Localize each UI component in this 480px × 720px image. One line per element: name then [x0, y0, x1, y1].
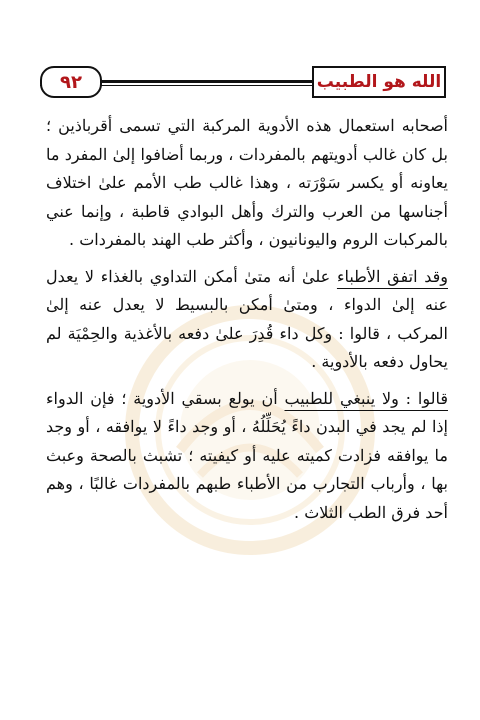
paragraph-2-text: علىٰ أنه متىٰ أمكن التداوي بالغذاء لا يعدل عنه إلىٰ الدواء ، ومتىٰ أمكن بالبسيط لا يعدل عنه إلىٰ المركب ، قالوا : وكل داء قُدِرَ علىٰ دفعه بالأغذية والحِمْيَة لم يحاول دفعه بالأدوية . [46, 266, 448, 371]
paragraph-2 [46, 263, 448, 377]
paragraph-3-text: أن يولع بسقي الأدوية ؛ فإن الدواء إذا لم يجد في البدن داءً يُحَلِّلُهُ ، أو وجد داءً لا يوافقه ، أو وجد ما يوافقه فزادت كميته عليه أو كيفيته ؛ تشبث بالصحة وعبث بها ، وأرباب التجارب من الأطباء طبهم بالمفردات غالبًا ، وهم أحد فرق الطب الثلاث . [46, 388, 448, 522]
paragraph-3-lead: قالوا : ولا ينبغي للطبيب [284, 388, 448, 408]
paragraph-1 [46, 112, 448, 255]
page-number-box [40, 66, 102, 98]
chapter-title-box [312, 66, 446, 98]
page-number: ٩٢ [60, 71, 82, 93]
paragraph-2-lead: وقد اتفق الأطباء [336, 266, 448, 286]
chapter-title: الله هو الطبيب [316, 72, 442, 92]
page-header [40, 64, 446, 98]
body-text [46, 112, 448, 527]
paragraph-3 [46, 385, 448, 528]
paragraph-1-text: أصحابه استعمال هذه الأدوية المركبة التي تسمى أقرباذين ؛ بل كان غالب أدويتهم بالمفردات ، وربما أضافوا إلىٰ المفرد ما يعاونه أو يكسر سَوْرَته ، وهذا غالب طب الأمم علىٰ اختلاف أجناسها من العرب والترك وأهل البوادي قاطبة ، وإنما عني بالمركبات الروم واليونانيون ، وأكثر طب الهند بالمفردات . [46, 116, 448, 249]
